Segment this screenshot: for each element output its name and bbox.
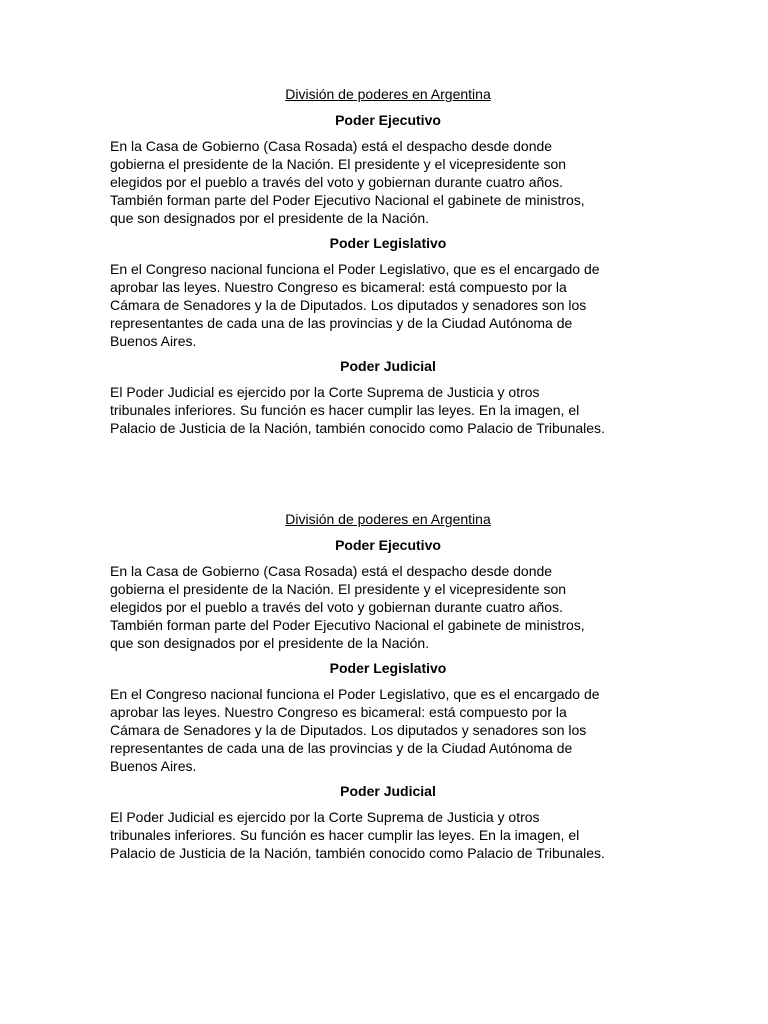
document-title: División de poderes en Argentina xyxy=(285,86,491,102)
heading-poder-ejecutivo: Poder Ejecutivo xyxy=(335,537,441,553)
heading-poder-judicial: Poder Judicial xyxy=(340,783,436,799)
heading-poder-legislativo: Poder Legislativo xyxy=(329,235,447,251)
paragraph-poder-ejecutivo: En la Casa de Gobierno (Casa Rosada) está el despacho desde donde gobierna el presidente de la Nación. El presidente y el vicepresidente son elegidos por el pueblo a través del voto y gobiernan durante cuatro años. También forman parte del Poder Ejecutivo Nacional el gabinete de ministros, que son designados por el presidente de la Nación. xyxy=(110,563,585,651)
document-section xyxy=(110,511,666,870)
heading-poder-ejecutivo: Poder Ejecutivo xyxy=(335,112,441,128)
heading-poder-judicial: Poder Judicial xyxy=(340,358,436,374)
paragraph-poder-judicial: El Poder Judicial es ejercido por la Corte Suprema de Justicia y otros tribunales inferiores. Su función es hacer cumplir las leyes. En la imagen, el Palacio de Justicia de la Nación, también conocido como Palacio de Tribunales. xyxy=(110,384,605,436)
heading-poder-legislativo: Poder Legislativo xyxy=(329,660,447,676)
paragraph-poder-ejecutivo: En la Casa de Gobierno (Casa Rosada) está el despacho desde donde gobierna el presidente de la Nación. El presidente y el vicepresidente son elegidos por el pueblo a través del voto y gobiernan durante cuatro años. También forman parte del Poder Ejecutivo Nacional el gabinete de ministros, que son designados por el presidente de la Nación. xyxy=(110,138,585,226)
paragraph-poder-legislativo: En el Congreso nacional funciona el Poder Legislativo, que es el encargado de aprobar las leyes. Nuestro Congreso es bicameral: está compuesto por la Cámara de Senadores y la de Diputados. Los diputados y senadores son los representantes de cada una de las provincias y de la Ciudad Autónoma de Buenos Aires. xyxy=(110,686,600,774)
document-section xyxy=(110,86,666,445)
paragraph-poder-legislativo: En el Congreso nacional funciona el Poder Legislativo, que es el encargado de aprobar las leyes. Nuestro Congreso es bicameral: está compuesto por la Cámara de Senadores y la de Diputados. Los diputados y senadores son los representantes de cada una de las provincias y de la Ciudad Autónoma de Buenos Aires. xyxy=(110,261,600,349)
document-title: División de poderes en Argentina xyxy=(285,511,491,527)
paragraph-poder-judicial: El Poder Judicial es ejercido por la Corte Suprema de Justicia y otros tribunales inferiores. Su función es hacer cumplir las leyes. En la imagen, el Palacio de Justicia de la Nación, también conocido como Palacio de Tribunales. xyxy=(110,809,605,861)
